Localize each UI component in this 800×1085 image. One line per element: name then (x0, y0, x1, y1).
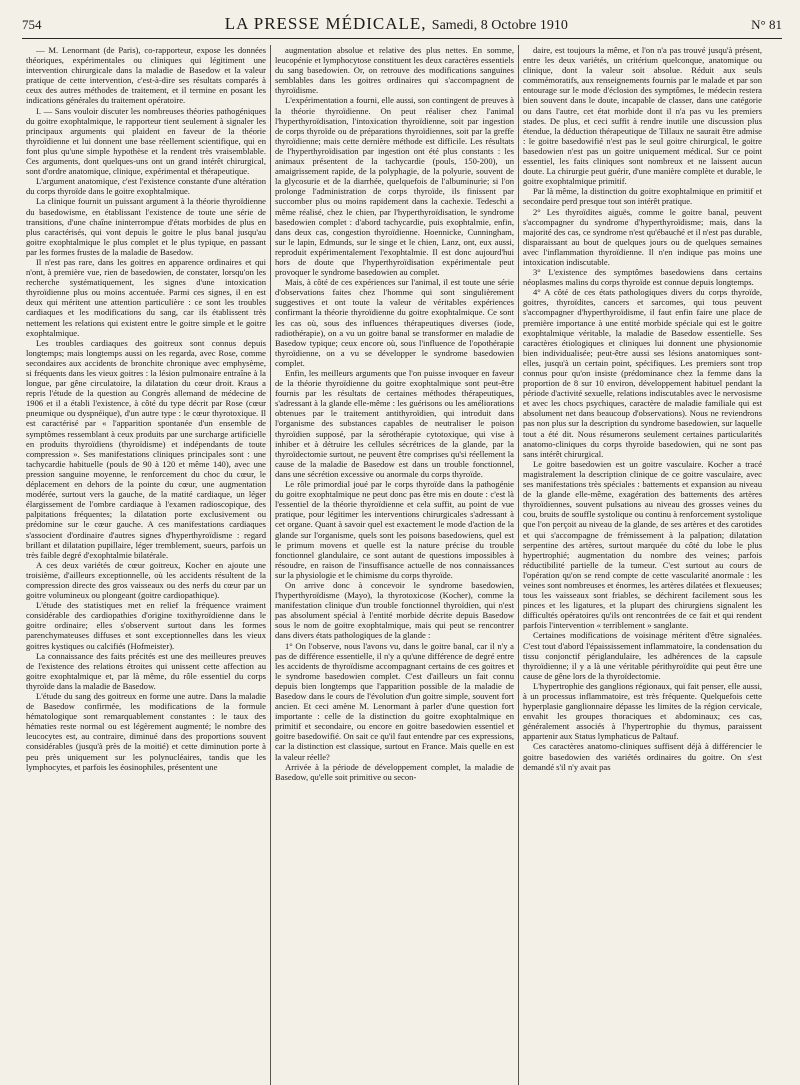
paragraph: daire, est toujours la même, et l'on n'a pas trouvé jusqu'à présent, entre les deux variétés, un critérium quelconque, anatomique ou clinique, dont la valeur soit absolue. Réduit aux seuls commémoratifs, aux renseignements fournis par le malade et par son entourage sur le mode d'éclosion des symptômes, le médecin restera bien souvent dans le doute, incapable de classer, dans une catégorie ou dans l'autre, cet état morbide dont il n'a pas vu les premiers stades. De plus, et ceci suffit à rendre inutile une discussion plus étendue, la déduction thérapeutique de Tillaux ne saurait être admise : le goitre basedowifié n'est pas le seul goitre chirurgical, le goitre basedowien n'est pas un goitre uniquement médical. Sur ce point essentiel, les faits cliniques sont nombreux et ne laissent aucun doute. La chirurgie peut guérir, d'une manière complète et durable, le goitre exophtalmique primitif. (523, 45, 762, 187)
paragraph: Les troubles cardiaques des goitreux sont connus depuis longtemps; mais longtemps aussi on les regarda, avec Rose, comme secondaires aux accidents de bronchite chronique avec emphysème, si fréquents dans les vieux goitres : la lésion pulmonaire entraîne à la longue, par gêne circulatoire, la dilatation du cœur droit. Kraus a repris l'étude de la question au Congrès allemand de médecine de 1906 et il a établi l'existence, à côté du type décrit par Rose (cœur pneumique ou dyspnéique), d'un autre type : le cœur thyrotoxique. Il est caractérisé par « l'apparition spontanée d'un ensemble de symptômes ressemblant à ceux produits par une surcharge artificielle en produits thyroïdiens (thyroïdisme) et indépendants de toute compression ». Ses manifestations cliniques principales sont : une tachycardie habituelle (pouls de 90 à 120 et même 140), avec une pression sanguine moyenne, le renforcement du choc du cœur, le déplacement en dehors de la pointe du cœur, une augmentation modérée, surtout vers la gauche, de la matité cardiaque, un léger élargissement de l'ombre cardiaque à l'examen radioscopique, des palpitations fréquentes; la dilatation porte exclusivement ou prédomine sur le cœur gauche. A ces manifestations cardiaques s'associent d'ordinaire d'autres signes d'hyperthyroïdisme : regard brillant et dilatation pupillaire, léger tremblement, sueurs, parfois un très faible degré d'exophtalmie bilatérale. (26, 337, 266, 560)
paragraph: Le rôle primordial joué par le corps thyroïde dans la pathogénie du goitre exophtalmique ne peut donc pas être mis en doute : c'est là l'essentiel de la théorie thyroïdienne et cela suffit, au point de vue pratique, pour légitimer les interventions chirurgicales s'adressant à cet organe. Quant à savoir quel est exactement le mode d'action de la glande sur l'organisme, quels sont les poisons basedowiens, quel est le primum movens et quelle est la nature précise du trouble fonctionnel glandulaire, ce sont autant de questions impossibles à résoudre, en raison de l'insuffisance actuelle de nos connaissances sur la physiologie et le chimisme du corps thyroïde. (275, 479, 514, 580)
paragraph: I. — Sans vouloir discuter les nombreuses théories pathogéniques du goitre exophtalmique, le rapporteur tient seulement à signaler les principaux arguments qui plaident en faveur de la théorie thyroïdienne et lui donnent une base réellement scientifique, qui en font plus qu'une simple hypothèse et la rendent très vraisemblable. Ces arguments, dont quelques-uns ont un grand intérêt chirurgical, sont d'ordre anatomique, clinique, expérimental et thérapeutique. (26, 105, 266, 177)
journal-masthead (225, 14, 568, 34)
text-columns (22, 45, 782, 1085)
paragraph: Enfin, les meilleurs arguments que l'on puisse invoquer en faveur de la théorie thyroïdienne du goitre exophtalmique sont peut-être fournis par les résultats de certaines méthodes thérapeutiques, s'adressant à la glande elle-même : les guérisons ou les améliorations obtenues par le traitement antithyroïdien, qui introduit dans l'organisme des substances capables de neutraliser le poison thyroïdien supposé, par la sérothérapie cytotoxique, qui vise à inhiber et à détruire les cellules sécrétrices de la glande, par la thyroïdectomie surtout, ne peuvent être comprises qu'si réellement la cause de la maladie de Basedow est dans un trouble fonctionnel, dans une sécrétion excessive ou anormale du corps thyroïde. (275, 368, 514, 479)
paragraph: Le goitre basedowien est un goitre vasculaire. Kocher a tracé magistralement la description clinique de ce goitre vasculaire, avec ses manifestations très spéciales : battements et expansion au niveau de la glande elle-même, exagération des battements des artères thyroïdiennes, souvent pulsations au niveau des grosses veines du cou, bruits de souffle systolique ou continu à renforcement systolique que l'on perçoit au niveau de la glande, de ses artères et des carotides et qui s'accompagne de frémissement à la palpation; dilatation serpentine des artères, surtout marquée du côté du lobe le plus hypertrophié; augmentation du nombre des veines; parfois réductibilité partielle de la tumeur. C'est surtout au cours de l'opération qu'on se rend compte de cette vascularité anormale : les veines sont nombreuses et énormes, les artères dilatées et flexueuses; tous les vaisseaux sont friables, se déchirent facilement sous les pinces et les ligatures, et la plupart des chirurgiens signalent les difficultés opératoires qu'ils ont rencontrées de ce fait et qui rendent parfois l'intervention « terriblement » sanglante. (523, 458, 762, 631)
paragraph: La connaissance des faits précités est une des meilleures preuves de l'existence des relations étroites qui unissent cette affection au goitre exophtalmique et, par là même, du rôle essentiel du corps thyroïde dans la maladie de Basedow. (26, 650, 266, 691)
paragraph: L'étude du sang des goitreux en forme une autre. Dans la maladie de Basedow confirmée, les modifications de la formule hématologique sont remarquablement constantes : le taux des hématies reste normal ou est légèrement augmenté; le nombre des leucocytes est, au contraire, diminué dans des proportions souvent considérables (jusqu'à près de la moitié) et cette diminution porte à peu près uniquement sur les polynucléaires, tandis que les lymphocytes, et parfois les éosinophiles, présentent une (26, 691, 266, 772)
paragraph: La clinique fournit un puissant argument à la théorie thyroïdienne du basedowisme, en établissant l'existence de toute une série de transitions, d'une chaîne ininterrompue d'états morbides de plus en plus caractérisés, qui vont depuis le goitre le plus banal jusqu'au goitre exophtalmique le plus complet et le plus typique, en passant par les formes frustes de la maladie de Basedow. (26, 196, 266, 257)
paragraph: Certaines modifications de voisinage méritent d'être signalées. C'est tout d'abord l'épaississement inflammatoire, la condensation du tissu conjonctif périglandulaire, les adhérences de la capsule thyroïdienne; il y a là une véritable périthyroïdite qui peut être une cause de gêne lors de la thyroïdectomie. (523, 630, 762, 681)
paragraph: A ces deux variétés de cœur goitreux, Kocher en ajoute une troisième, d'ailleurs exceptionnelle, où les accidents résultent de la compression directe des gros vaisseaux ou des nerfs du cœur par un goitre volumineux ou plongeant (goitre cardiopathique). (26, 559, 266, 601)
paragraph: Il n'est pas rare, dans les goitres en apparence ordinaires et qui n'ont, à première vue, rien de basedowien, de constater, lorsqu'on les recherche systématiquement, les signes d'une intoxication thyroïdienne plus ou moins accentuée. Parmi ces signes, il en est deux qui méritent une attention particulière : ce sont les troubles cardiaques et les modifications du sang, car ils établissent très nettement les relations qui existent entre le goitre simple et le goitre exophtalmique. (26, 256, 266, 338)
page-number: 754 (22, 17, 42, 32)
column-left (22, 45, 270, 1085)
paragraph: 4° A côté de ces états pathologiques divers du corps thyroïde, goitres, thyroïdites, cancers et sarcomes, qui tous peuvent s'accompagner d'hyperthyroïdisme, il faut enfin faire une place de première importance à une entité morbide spéciale qui est le goitre exophtalmique véritable, la maladie de Basedow essentielle. Ses caractères étiologiques et cliniques lui donnent une physionomie bien individualisée; peut-être aussi ses lésions anatomiques sont-elles, jusqu'à un certain point, spécifiques. Les premiers sont trop connus pour qu'on insiste (prédominance chez la femme dans la proportion de 8 sur 10 environ, développement habituel pendant la période d'activité sexuelle, relations indiscutables avec le nervosisme et avec les chocs psychiques, caractère de maladie familiale qui est absolument net dans beaucoup d'observations). Nous ne reviendrons pas non plus sur la description du syndrome basedowien, sur laquelle tout a été dit. Nous résumerons seulement certaines particularités anatomo-cliniques du corps thyroïde basedowien, qui ne sont pas sans intérêt chirurgical. (523, 287, 762, 459)
paragraph: 3° L'existence des symptômes basedowiens dans certains néoplasmes malins du corps thyroïde est connue depuis longtemps. (523, 267, 762, 288)
column-middle (270, 45, 518, 1085)
paragraph: L'hypertrophie des ganglions régionaux, qui fait penser, elle aussi, à un processus inflammatoire, est très fréquente. Quelquefois cette hyperplasie ganglionnaire dépasse les limites de la région cervicale, envahit les groupes thoraciques et abdominaux; ces cas, généralement associés à l'hypertrophie du thymus, paraissent appartenir aux Status lymphaticus de Paltauf. (523, 680, 762, 742)
issue-date: Samedi, 8 Octobre 1910 (431, 18, 568, 33)
paragraph: Mais, à côté de ces expériences sur l'animal, il est toute une série d'observations faites chez l'homme qui sont singulièrement suggestives et ont toute la valeur de véritables expériences confirmant la théorie thyroïdienne du goitre exophtalmique. Ce sont les cas où, sous des influences thérapeutiques diverses (iode, radiothérapie), on a vu un goitre banal se transformer en maladie de Basedow typique; ceux encore où, sous l'influence de l'opothérapie thyroïdienne, on a vu se développer le syndrome basedowien complet. (275, 277, 514, 368)
page-header (22, 14, 782, 39)
paragraph: — M. Lenormant (de Paris), co-rapporteur, expose les données théoriques, expérimentales ou cliniques qui légitiment une intervention chirurgicale dans la maladie de Basedow et la valeur pratique de cette intervention, c'est-à-dire ses résultats comparés à ceux des autres méthodes de traitement, et il termine en posant les indications générales du traitement opératoire. (26, 45, 266, 106)
issue-number: N° 81 (751, 17, 782, 32)
paragraph: L'expérimentation a fourni, elle aussi, son contingent de preuves à la théorie thyroïdienne. On peut réaliser chez l'animal l'hyperthyroïdisation, l'intoxication thyroïdienne, soit par ingestion de corps thyroïde ou de préparations thyroïdiennes, soit par la greffe thyroïdienne; mais cette dernière méthode est difficile. Les résultats de l'hyperthyroïdisation par ingestion ont été plus constants : les animaux présentent de la tachycardie (pouls, 150-200), un amaigrissement rapide, de la polyphagie, de la polyurie, souvent de la glycosurie et de la diarrhée, quelquefois de l'albuminurie; si l'on prolonge l'administration de corps thyroïde, ils finissent par succomber plus ou moins rapidement dans la cachexie. Tedeschi a même réalisé, chez le chien, par l'hyperthyroïdisation, le syndrome basedowien complet : d'abord tachycardie, puis exophtalmie, enfin, dans deux cas, congestion thyroïdienne. Hoennicke, Cunningham, sur le lapin, Edmunds, sur le singe et le chien, Lanz, ont, eux aussi, reproduit expérimentalement l'exophtalmie. Il est donc aujourd'hui hors de doute que l'hyperthyroïdisation expérimentale peut provoquer le syndrome basedowien au complet. (275, 95, 514, 278)
paragraph: 1° On l'observe, nous l'avons vu, dans le goitre banal, car il n'y a pas de différence essentielle, il n'y a qu'une différence de degré entre les accidents de thyroïdisme accompagnant certains de ces goitres et le syndrome basedowien complet. C'est d'ailleurs un fait connu depuis bien longtemps que l'apparition possible de la maladie de Basedow dans le cours de l'évolution d'un goitre simple, souvent fort ancien. Et ceci amène M. Lenormant à parler d'une question fort importante : celle de la distinction du goitre exophtalmique en primitif et secondaire, ou encore en goitre basedowien essentiel et goitre basedowifié. On sait ce qu'il faut entendre par ces expressions, car la distinction est classique, surtout en France. Mais quelle en est la valeur réelle? (275, 640, 514, 762)
journal-name: LA PRESSE MÉDICALE, (224, 14, 427, 33)
paragraph: Ces caractères anatomo-cliniques suffisent déjà à différencier le goitre basedowien des variétés ordinaires du goitre. On s'est demandé s'il n'y avait pas (523, 741, 762, 772)
column-right (518, 45, 766, 1085)
paragraph: augmentation absolue et relative des plus nettes. En somme, leucopénie et lymphocytose constituent les deux caractères essentiels du sang basedowien. Or, on retrouve des modifications sanguines semblables dans les goitres ordinaires qui s'accompagnent de thyroïdisme. (275, 45, 514, 96)
paragraph: 2° Les thyroïdites aiguës, comme le goitre banal, peuvent s'accompagner du syndrome d'hyperthyroïdisme; mais, dans la majorité des cas, ce syndrome n'est qu'ébauché et il n'est pas durable, disparaissant au bout de quelques jours ou de quelques semaines avec l'inflammation thyroïdienne. Il n'en indique pas moins une intoxication indiscutable. (523, 206, 762, 267)
paragraph: Arrivée à la période de développement complet, la maladie de Basedow, qu'elle soit primitive ou secon- (275, 761, 514, 782)
paragraph: L'argument anatomique, c'est l'existence constante d'une altération du corps thyroïde dans le goitre exophtalmique. (26, 176, 266, 197)
paragraph: On arrive donc à concevoir le syndrome basedowien, l'hyperthyroïdisme (Mayo), la thyrotoxicose (Kocher), comme la manifestation clinique d'un trouble fonctionnel thyroïdien, qui n'est pas absolument spécial à l'entité morbide décrite depuis Basedow sous le nom de goitre exophtalmique, mais qui peut se rencontrer dans divers états pathologiques de la glande : (275, 579, 514, 641)
paragraph: Par là même, la distinction du goitre exophtalmique en primitif et secondaire perd presque tout son intérêt pratique. (523, 186, 762, 207)
paragraph: L'étude des statistiques met en relief la fréquence vraiment considérable des cardiopathies d'origine toxithyroïdienne dans le goitre ordinaire; elles s'observent surtout dans les formes parenchymateuses diffuses et sont exceptionnelles dans les vieux goitres kystiques ou calcifiés (Hofmeister). (26, 600, 266, 651)
